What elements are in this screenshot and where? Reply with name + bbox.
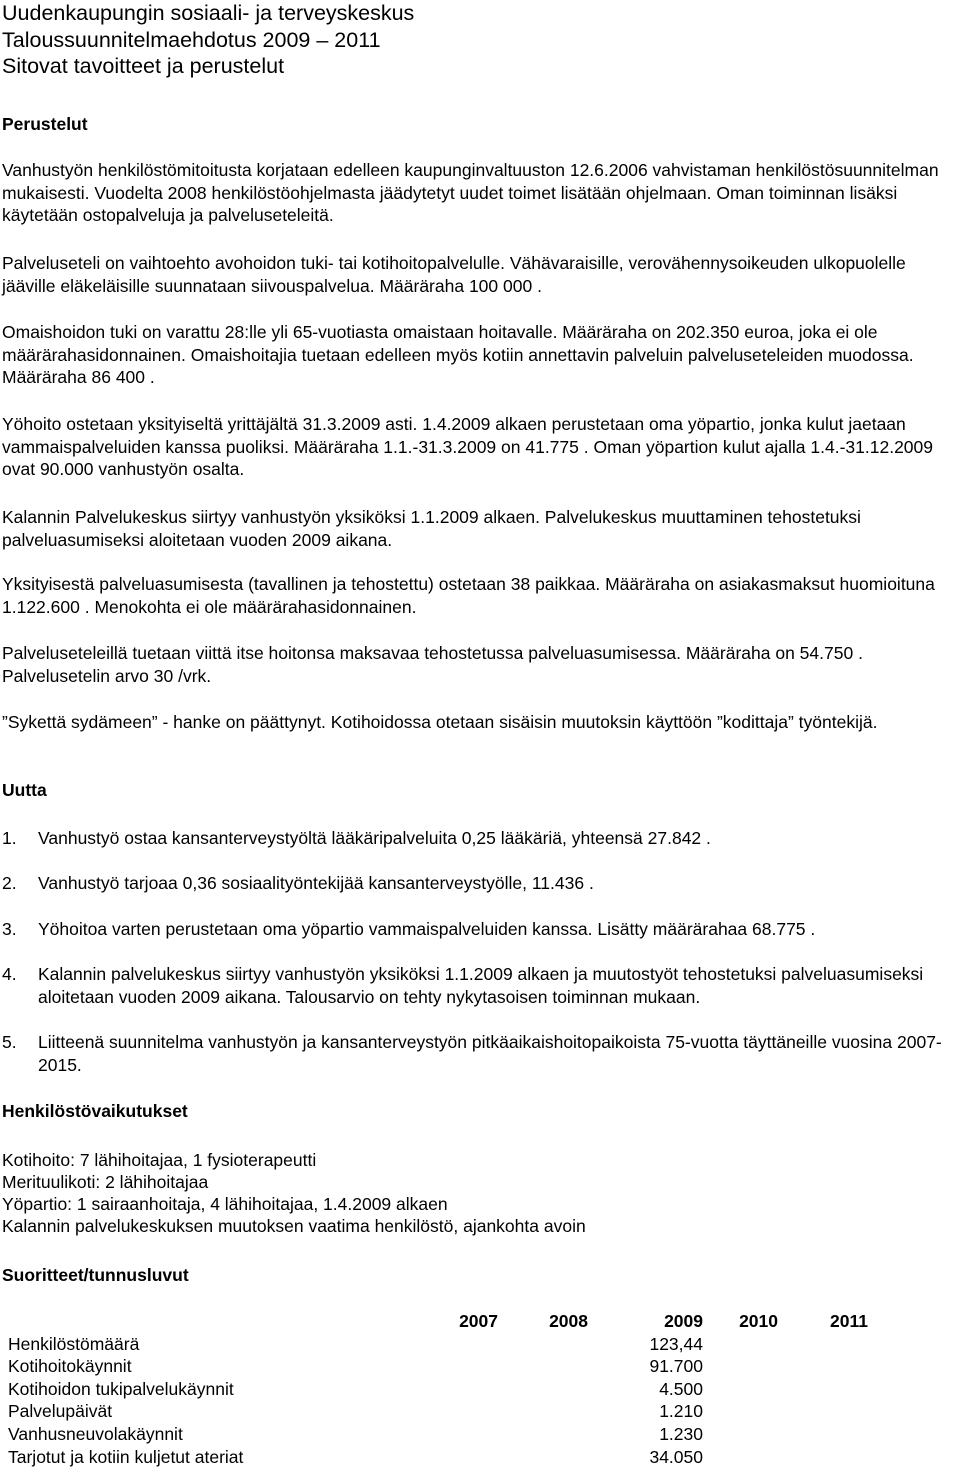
- paragraph-staffing: Vanhustyön henkilöstömitoitusta korjataan edelleen kaupunginvaltuuston 12.6.2006 vahvistaman henkilöstösuunnitelman mukaisesti. Vuodelta 2008 henkilöstöohjelmasta jäädytetyt uudet toimet lisätään ohjelmaan. Oman toiminnan lisäksi käytetään ostopalveluja ja palveluseteleitä.: [2, 160, 939, 225]
- year-header: 2008: [549, 1311, 588, 1331]
- cell-2010: [703, 1400, 778, 1423]
- row-label: Tarjotut ja kotiin kuljetut ateriat: [8, 1446, 244, 1467]
- heading-henkilostovaikutukset: Henkilöstövaikutukset: [2, 1101, 188, 1121]
- heading-suoritteet: Suoritteet/tunnusluvut: [2, 1265, 189, 1285]
- staff-line: Kotihoito: 7 lähihoitajaa, 1 fysioterapeutti: [2, 1150, 317, 1170]
- cell-2011: [778, 1378, 868, 1401]
- paragraph-kalanti-center: Kalannin Palvelukeskus siirtyy vanhustyön yksiköksi 1.1.2009 alkaen. Palvelukeskus muuttaminen tehostetuksi palveluasumiseksi aloitetaan vuoden 2009 aikana.: [2, 507, 861, 550]
- cell-2007: [408, 1400, 498, 1423]
- cell-2009: 4.500: [659, 1378, 703, 1399]
- organization-title: Uudenkaupungin sosiaali- ja terveyskeskus: [2, 1, 415, 25]
- list-item-number: 3.: [2, 919, 17, 939]
- cell-2008: [498, 1378, 588, 1401]
- staff-line: Merituulikoti: 2 lähihoitajaa: [2, 1172, 209, 1192]
- list-item-number: 5.: [2, 1032, 17, 1052]
- cell-2009: 123,44: [649, 1333, 703, 1354]
- cell-2010: [703, 1333, 778, 1356]
- cell-2009: 1.230: [659, 1423, 703, 1444]
- year-header: 2010: [739, 1311, 778, 1331]
- cell-2011: [778, 1446, 868, 1469]
- cell-2010: [703, 1446, 778, 1469]
- section-title: Sitovat tavoitteet ja perustelut: [2, 54, 285, 78]
- row-label: Kotihoidon tukipalvelukäynnit: [8, 1378, 234, 1399]
- year-header: 2007: [459, 1311, 498, 1331]
- paragraph-project: ”Sykettä sydämeen” - hanke on päättynyt. Kotihoidossa otetaan sisäisin muutoksin käyttöön ”kodittaja” työntekijä.: [2, 712, 878, 732]
- cell-2011: [778, 1355, 868, 1378]
- cell-2008: [498, 1423, 588, 1446]
- cell-2010: [703, 1355, 778, 1378]
- paragraph-night-care: Yöhoito ostetaan yksityiseltä yrittäjältä 31.3.2009 asti. 1.4.2009 alkaen perustetaan oma yöpartio, jonka kulut jaetaan vammaispalveluiden kanssa puoliksi. Määräraha 1.1.-31.3.2009 on 41.775 . Oman yöpartion kulut ajalla 1.4.-31.12.2009 ovat 90.000 vanhustyön osalta.: [2, 414, 933, 479]
- year-header: 2011: [830, 1311, 868, 1331]
- heading-uutta: Uutta: [2, 780, 47, 800]
- table-row: [8, 1446, 868, 1469]
- paragraph-private-housing: Yksityisestä palveluasumisesta (tavallinen ja tehostettu) ostetaan 38 paikkaa. Määräraha on asiakasmaksut huomioituna 1.122.600 . Menokohta ei ole määrärahasidonnainen.: [2, 574, 935, 617]
- table-row: [8, 1355, 868, 1378]
- list-item-number: 1.: [2, 828, 17, 848]
- cell-2008: [498, 1355, 588, 1378]
- staff-line: Kalannin palvelukeskuksen muutoksen vaatima henkilöstö, ajankohta avoin: [2, 1216, 586, 1236]
- heading-perustelut: Perustelut: [2, 114, 88, 134]
- cell-2009: 91.700: [649, 1356, 703, 1377]
- list-item-text: Liitteenä suunnitelma vanhustyön ja kansanterveystyön pitkäaikaishoitopaikoista 75-vuotta täyttäneille vuosina 2007-2015.: [38, 1032, 942, 1075]
- cell-2010: [703, 1423, 778, 1446]
- row-label: Henkilöstömäärä: [8, 1333, 140, 1354]
- list-item-text: Vanhustyö tarjoaa 0,36 sosiaalityöntekijää kansanterveystyölle, 11.436 .: [38, 873, 594, 893]
- list-item-text: Kalannin palvelukeskus siirtyy vanhustyön yksiköksi 1.1.2009 alkaen ja muutostyöt tehostetuksi palveluasumiseksi aloitetaan vuoden 2009 aikana. Talousarvio on tehty nykytasoisen toiminnan mukaan.: [38, 964, 924, 1007]
- cell-2011: [778, 1333, 868, 1356]
- year-header: 2009: [664, 1311, 703, 1331]
- list-item-number: 2.: [2, 873, 17, 893]
- cell-2010: [703, 1378, 778, 1401]
- cell-2007: [408, 1378, 498, 1401]
- row-label: Kotihoitokäynnit: [8, 1356, 132, 1377]
- paragraph-service-voucher: Palveluseteli on vaihtoehto avohoidon tuki- tai kotihoitopalvelulle. Vähävaraisille, verovähennysoikeuden ulkopuolelle jääville eläkeläisille suunnataan siivouspalvelua. Määräraha 100 000 .: [2, 253, 906, 296]
- cell-2007: [408, 1355, 498, 1378]
- cell-2007: [408, 1333, 498, 1356]
- document-header: [2, 0, 414, 80]
- performance-table: [8, 1310, 868, 1468]
- staff-line: Yöpartio: 1 sairaanhoitaja, 4 lähihoitajaa, 1.4.2009 alkaen: [2, 1194, 448, 1214]
- cell-2008: [498, 1333, 588, 1356]
- table-row: [8, 1400, 868, 1423]
- table-row: [8, 1378, 868, 1401]
- row-label: Vanhusneuvolakäynnit: [8, 1423, 183, 1444]
- list-item-number: 4.: [2, 964, 17, 984]
- list-item-text: Vanhustyö ostaa kansanterveystyöltä lääkäripalveluita 0,25 lääkäriä, yhteensä 27.842 .: [38, 828, 711, 848]
- cell-2011: [778, 1400, 868, 1423]
- cell-2009: 34.050: [649, 1446, 703, 1467]
- cell-2009: 1.210: [659, 1401, 703, 1422]
- table-row: [8, 1333, 868, 1356]
- cell-2007: [408, 1446, 498, 1469]
- cell-2008: [498, 1446, 588, 1469]
- cell-2011: [778, 1423, 868, 1446]
- list-item-text: Yöhoitoa varten perustetaan oma yöpartio vammaispalveluiden kanssa. Lisätty määrärahaa 68.775 .: [38, 919, 816, 939]
- cell-2008: [498, 1400, 588, 1423]
- table-header-row: [8, 1310, 868, 1333]
- row-label: Palvelupäivät: [8, 1401, 113, 1422]
- cell-2007: [408, 1423, 498, 1446]
- paragraph-voucher-housing: Palveluseteleillä tuetaan viittä itse hoitonsa maksavaa tehostetussa palveluasumisessa. Määräraha on 54.750 . Palvelusetelin arvo 30 /vrk.: [2, 643, 863, 686]
- paragraph-family-care: Omaishoidon tuki on varattu 28:lle yli 65-vuotiasta omaistaan hoitavalle. Määräraha on 202.350 euroa, joka ei ole määrärahasidonnainen. Omaishoitajia tuetaan edelleen myös kotiin annettavin palveluin palveluseteleiden muodossa. Määräraha 86 400 .: [2, 322, 914, 387]
- plan-title: Taloussuunnitelmaehdotus 2009 – 2011: [2, 27, 381, 52]
- table-row: [8, 1423, 868, 1446]
